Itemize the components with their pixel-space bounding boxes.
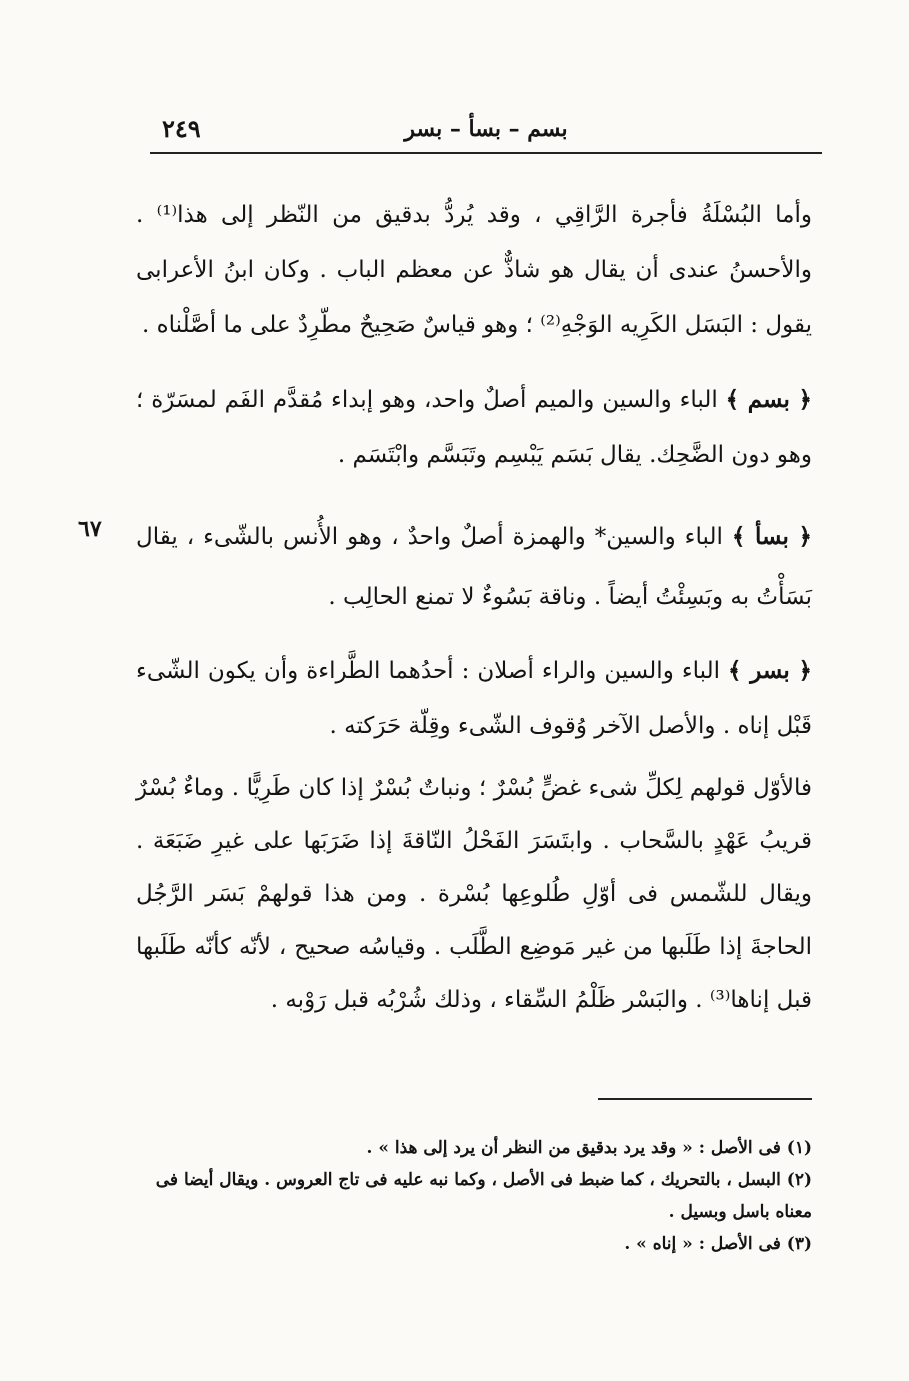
entry-text: الباء والسين والميم أصلٌ واحد، وهو إبداء مُقدَّم الفَم لمسَرّة ؛ وهو دون الضَّحِك. يقال بَسَم يَبْسِم وتَبَسَّم وابْتَسَم . [136, 387, 812, 468]
entry-text: الباء والسين والراء أصلان : أحدُهما الطَّراءة وأن يكون الشّىء قَبْل إناه . والأصل الآخر وُقوف الشّىء وقِلّة حَرَكته . [136, 658, 812, 739]
entry-headword: ﴿ بسأ ﴾ [731, 523, 812, 550]
running-head: بسم – بسأ – بسر [404, 116, 568, 142]
paragraph-text: وأما البُسْلَةُ فأجرة الرَّاقِي ، وقد يُردُّ بدقيق من النّظر إلى هذا⁽¹⁾ . والأحسنُ عندى أن يقال هو شاذٌّ عن معظم الباب . وكان ابنُ الأعرابى يقول : البَسَل الكَرِيه الوَجْهِ⁽²⁾ ؛ وهو قياسٌ صَحِيحٌ مطّرِدٌ على ما أصَّلْناه . [136, 202, 812, 338]
entry-paragraph [136, 507, 812, 627]
entry-headword: ﴿ بسر ﴾ [728, 657, 813, 684]
entry-text: الباء والسين* والهمزة أصلٌ واحدٌ ، وهو الأُنس بالشّىء ، يقال بَسَأْتُ به وبَسِئْتُ أيضاً . وناقة بَسُوءٌ لا تمنع الحالِب . [136, 524, 812, 610]
margin-number: ٦٧ [78, 516, 102, 542]
footnote-3: (٣) فى الأصل : « إناه » . [624, 1234, 812, 1254]
paragraph-text: فالأوّل قولهم لِكلِّ شىء غضٍّ بُسْرٌ ؛ ونباتٌ بُسْرٌ إذا كان طَرِيًّا . وماءٌ بُسْرٌ قريبُ عَهْدٍ بالسَّحاب . وابتَسَرَ الفَحْلُ النّاقةَ إذا ضَرَبَها على غيرِ ضَبَعَة . ويقال للشّمس فى أوّلِ طُلوعِها بُسْرة . ومن هذا قولهمْ بَسَر الرَّجُل الحاجةَ إذا طَلَبها من غير مَوضِع الطَّلَب . وقياسُه صحيح ، لأنّه كأنّه طَلَبها قبل إناها⁽³⁾ . والبَسْر ظَلْمُ السِّقاء ، وذلك شُرْبُه قبل رَوْبه . [136, 775, 812, 1013]
paragraph-basr [136, 762, 812, 1027]
entry-basam [136, 372, 812, 483]
entry-paragraph [136, 643, 812, 754]
entry-paragraph [136, 372, 812, 483]
footnote-2: (٢) البسل ، بالتحريك ، كما ضبط فى الأصل ، وكما نبه عليه فى تاج العروس . ويقال أيضا فى معناه باسل وبسيل . [155, 1170, 812, 1222]
paragraph-basl [136, 188, 812, 353]
entry-basar [136, 643, 812, 754]
footnotes [136, 1132, 812, 1260]
footnote-1: (١) فى الأصل : « وقد يرد بدقيق من النظر أن يرد إلى هذا » . [366, 1138, 812, 1158]
entry-basa [136, 507, 812, 627]
page-number: ٢٤٩ [162, 114, 201, 143]
entry-headword: ﴿ بسم ﴾ [725, 386, 812, 413]
page-header [150, 108, 822, 154]
footnote-rule [598, 1098, 812, 1100]
header-rule [150, 152, 822, 154]
